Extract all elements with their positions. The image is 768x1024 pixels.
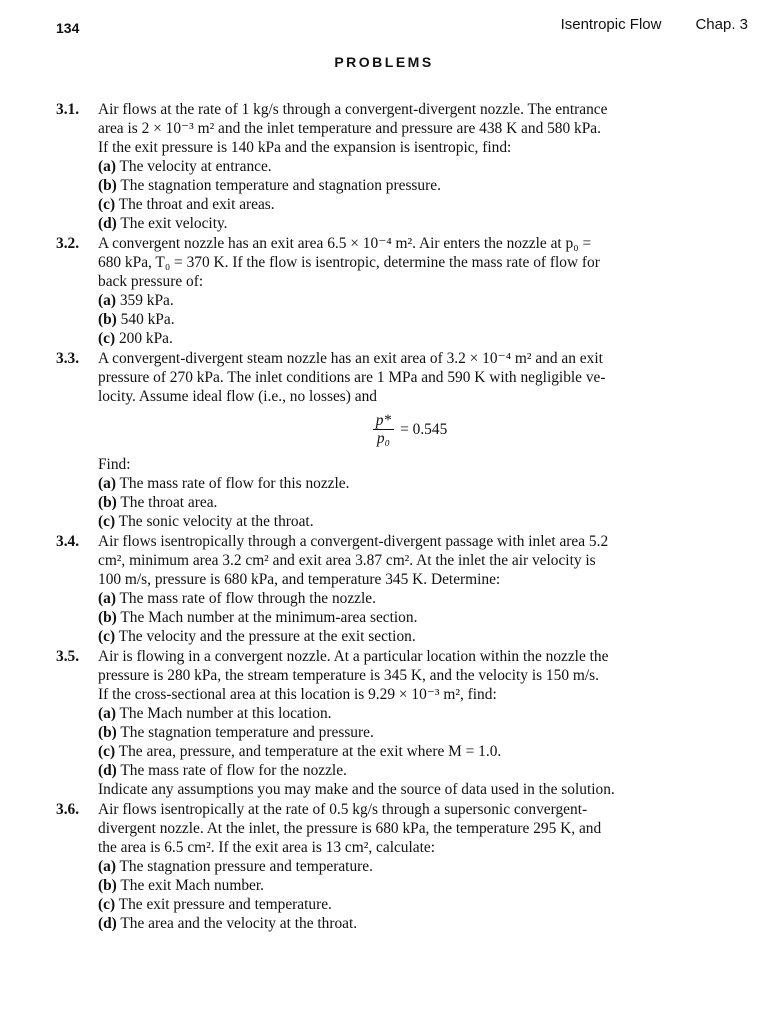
- subitem-label: (c): [98, 330, 116, 347]
- problem-text-line: A convergent nozzle has an exit area 6.5 × 10⁻⁴ m². Air enters the nozzle at p₀ =: [98, 235, 592, 252]
- subitem-label: (b): [98, 311, 117, 328]
- problem-number: 3.4.: [56, 533, 80, 550]
- subitem-label: (a): [98, 858, 116, 875]
- problem-subitem: [98, 512, 752, 531]
- subitem-text: The mass rate of flow through the nozzle.: [119, 590, 376, 607]
- subitem-label: (b): [98, 609, 117, 626]
- subitem-text: The throat area.: [120, 494, 218, 511]
- problem-subitem: [98, 627, 752, 646]
- problem-text-line: A convergent-divergent steam nozzle has an exit area of 3.2 × 10⁻⁴ m² and an exit: [98, 350, 603, 367]
- problem-3-3: [56, 349, 752, 531]
- problem-subitem: [98, 474, 752, 493]
- problem-list: [56, 100, 752, 934]
- subitem-text: The area, pressure, and temperature at the exit where M = 1.0.: [118, 743, 502, 760]
- subitem-text: The mass rate of flow for the nozzle.: [120, 762, 347, 779]
- subitem-text: The Mach number at the minimum-area section.: [120, 609, 418, 626]
- equation-value: = 0.545: [400, 421, 448, 438]
- subitem-text: The exit pressure and temperature.: [118, 896, 332, 913]
- subitem-label: (b): [98, 177, 117, 194]
- problem-text-line: Air flows at the rate of 1 kg/s through a convergent-divergent nozzle. The entrance: [98, 101, 608, 118]
- subitem-text: The velocity at entrance.: [119, 158, 272, 175]
- problem-subitem: [98, 176, 752, 195]
- subitem-text: 540 kPa.: [120, 311, 175, 328]
- problem-3-1: [56, 100, 752, 233]
- problem-text-line: back pressure of:: [98, 273, 204, 290]
- subitem-text: The Mach number at this location.: [119, 705, 332, 722]
- problem-text-line: 100 m/s, pressure is 680 kPa, and temperature 345 K. Determine:: [98, 571, 501, 588]
- problem-subitem: [98, 589, 752, 608]
- subitem-label: (c): [98, 513, 116, 530]
- subitem-text: The velocity and the pressure at the exit section.: [118, 628, 416, 645]
- subitem-label: (b): [98, 494, 117, 511]
- subitem-text: The stagnation temperature and stagnation pressure.: [120, 177, 441, 194]
- subitem-label: (a): [98, 158, 116, 175]
- subitem-label: (d): [98, 915, 117, 932]
- page-number: 134: [56, 20, 80, 36]
- subitem-label: (b): [98, 724, 117, 741]
- running-header: [561, 16, 748, 33]
- problem-subitem: [98, 291, 752, 310]
- problem-text-line: If the cross-sectional area at this location is 9.29 × 10⁻³ m², find:: [98, 686, 497, 703]
- problem-subitem: [98, 329, 752, 348]
- problem-text-line: pressure of 270 kPa. The inlet conditions are 1 MPa and 590 K with negligible ve-: [98, 369, 606, 386]
- subitem-text: The mass rate of flow for this nozzle.: [119, 475, 350, 492]
- problem-subitem: [98, 704, 752, 723]
- problem-number: 3.3.: [56, 350, 80, 367]
- subitem-label: (c): [98, 628, 116, 645]
- problem-subitem: [98, 195, 752, 214]
- find-label: Find:: [98, 456, 131, 473]
- problem-subitem: [98, 742, 752, 761]
- chapter-label: Chap. 3: [695, 16, 748, 33]
- problem-text-line: locity. Assume ideal flow (i.e., no losses) and: [98, 388, 377, 405]
- subitem-text: The stagnation temperature and pressure.: [120, 724, 374, 741]
- section-heading: PROBLEMS: [334, 54, 434, 70]
- problem-3-2: [56, 234, 752, 348]
- subitem-label: (d): [98, 762, 117, 779]
- fraction: [373, 412, 394, 447]
- subitem-label: (a): [98, 292, 116, 309]
- fraction-numerator: p*: [373, 412, 394, 430]
- problem-number: 3.5.: [56, 648, 80, 665]
- problem-subitem: [98, 761, 752, 780]
- problem-text-line: 680 kPa, T₀ = 370 K. If the flow is isentropic, determine the mass rate of flow for: [98, 254, 600, 271]
- problem-text-line: Air flows isentropically through a convergent-divergent passage with inlet area 5.2: [98, 533, 609, 550]
- problem-subitem: [98, 310, 752, 329]
- subitem-label: (c): [98, 196, 116, 213]
- subitem-text: The sonic velocity at the throat.: [118, 513, 314, 530]
- pressure-ratio-equation: [98, 412, 752, 447]
- fraction-denominator: p₀: [376, 430, 390, 447]
- subitem-label: (a): [98, 590, 116, 607]
- problem-text-line: cm², minimum area 3.2 cm² and exit area 3.87 cm². At the inlet the air velocity is: [98, 552, 596, 569]
- problem-number: 3.6.: [56, 801, 80, 818]
- problem-subitem: [98, 876, 752, 895]
- problem-text-line: Air flows isentropically at the rate of 0.5 kg/s through a supersonic convergent-: [98, 801, 588, 818]
- problem-subitem: [98, 895, 752, 914]
- problem-number: 3.2.: [56, 235, 80, 252]
- problem-subitem: [98, 157, 752, 176]
- problem-note: Indicate any assumptions you may make and the source of data used in the solution.: [98, 781, 615, 798]
- problem-subitem: [98, 857, 752, 876]
- subitem-text: The throat and exit areas.: [118, 196, 275, 213]
- problem-3-6: [56, 800, 752, 933]
- subitem-text: The area and the velocity at the throat.: [120, 915, 358, 932]
- subitem-label: (a): [98, 475, 116, 492]
- problem-number: 3.1.: [56, 101, 80, 118]
- running-title: Isentropic Flow: [560, 16, 662, 33]
- problem-3-4: [56, 532, 752, 646]
- problem-text-line: area is 2 × 10⁻³ m² and the inlet temperature and pressure are 438 K and 580 kPa.: [98, 120, 601, 137]
- subitem-label: (c): [98, 896, 116, 913]
- subitem-text: 200 kPa.: [118, 330, 173, 347]
- subitem-text: The stagnation pressure and temperature.: [119, 858, 373, 875]
- subitem-label: (c): [98, 743, 116, 760]
- problem-3-5: [56, 647, 752, 799]
- problem-text-line: the area is 6.5 cm². If the exit area is 13 cm², calculate:: [98, 839, 435, 856]
- problem-subitem: [98, 608, 752, 627]
- subitem-text: The exit velocity.: [120, 215, 228, 232]
- problem-text-line: If the exit pressure is 140 kPa and the expansion is isentropic, find:: [98, 139, 512, 156]
- subitem-label: (d): [98, 215, 117, 232]
- problem-subitem: [98, 914, 752, 933]
- problem-text-line: Air is flowing in a convergent nozzle. At a particular location within the nozzle the: [98, 648, 609, 665]
- subitem-label: (b): [98, 877, 117, 894]
- subitem-text: The exit Mach number.: [120, 877, 264, 894]
- problem-text-line: pressure is 280 kPa, the stream temperature is 345 K, and the velocity is 150 m/s.: [98, 667, 599, 684]
- problem-subitem: [98, 214, 752, 233]
- problem-subitem: [98, 723, 752, 742]
- subitem-label: (a): [98, 705, 116, 722]
- problem-subitem: [98, 493, 752, 512]
- subitem-text: 359 kPa.: [119, 292, 174, 309]
- problem-text-line: divergent nozzle. At the inlet, the pressure is 680 kPa, the temperature 295 K, and: [98, 820, 602, 837]
